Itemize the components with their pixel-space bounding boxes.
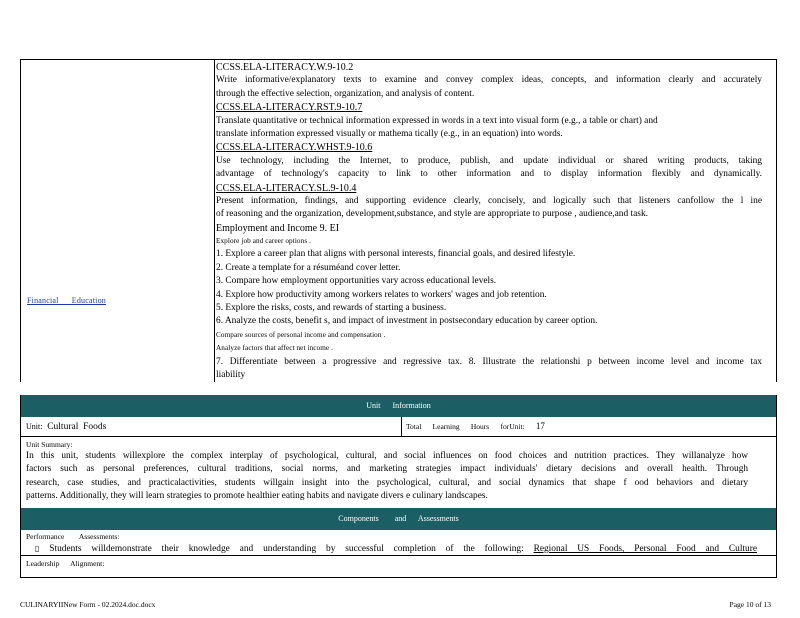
hours-cell	[401, 417, 781, 436]
hours-label: Total Learning Hours forUnit:	[406, 422, 525, 431]
standard-code: CCSS.ELA-LITERACY.SL.9-10.4	[216, 182, 357, 194]
standard-text-line: 7. Differentiate between a progressive and regressive tax. 8. Illustrate the relationshi p between income level and income tax	[216, 356, 762, 367]
standard-text-line: Explore job and career options .	[216, 237, 312, 246]
standard-text-line: Present information, findings, and supporting evidence clearly, concisely, and logically such that listeners canfollow the l ine	[216, 195, 762, 206]
summary-line: factors such as personal preferences, cultural traditions, social norms, and marketing strategies impact individuals' dietary decisions and overall health. Through	[26, 464, 748, 475]
standard-text-line: liability	[216, 369, 246, 380]
summary-line: research, case studies, and practicalactivities, students willgain insight into the psychological, cultural, and social dynamics that shape f ood behaviors and dietary	[26, 477, 748, 488]
standards-list	[216, 61, 762, 382]
standard-text-line: 6. Analyze the costs, benefit s, and impact of investment in postsecondary education by career option.	[216, 316, 598, 327]
summary-line: In this unit, students willexplore the complex interplay of psychological, cultural, and social influences on food choices and nutrition practices. They willanalyze how	[26, 451, 748, 461]
checkbox-bullet-icon: ▯	[35, 544, 40, 553]
standard-text-line: of reasoning and the organization, development,substance, and style are appropriate to purpose , audience,and task.	[216, 209, 648, 220]
unit-information-table	[20, 395, 777, 578]
row-divider	[21, 555, 776, 556]
standard-text-line: Employment and Income 9. EI	[216, 222, 340, 234]
standard-code: CCSS.ELA-LITERACY.W.9-10.2	[216, 62, 354, 73]
unit-information-header: Unit Information	[21, 395, 776, 417]
standard-text-line: Write informative/explanatory texts to examine and convey complex ideas, concepts, and information clearly and accurately	[216, 75, 762, 86]
leadership-label: Leadership Alignment:	[26, 559, 105, 568]
standard-text-line: 1. Explore a career plan that aligns with personal interests, financial goals, and desired lifestyle.	[216, 249, 576, 260]
footer-filename: CULINARYIINew Form - 02.2024.doc.docx	[20, 600, 156, 609]
course-label[interactable]: Financial Education	[27, 296, 107, 305]
standard-text-line: Analyze factors that affect net income .	[216, 344, 334, 353]
standards-table	[20, 59, 777, 382]
performance-link[interactable]: Regional US Foods, Personal Food and Culture	[533, 544, 757, 554]
unit-value: Cultural Foods	[47, 422, 107, 432]
performance-item	[35, 544, 757, 554]
footer-page-number: Page 10 of 13	[729, 600, 771, 609]
standard-code: CCSS.ELA-LITERACY.RST.9-10.7	[216, 102, 363, 114]
standard-text-line: advantage of technology's capacity to link to other information and to display information flexibly and dynamically.	[216, 169, 762, 180]
performance-label: Performance Assessments:	[26, 532, 120, 541]
performance-text: Students willdemonstrate their knowledge and understanding by successful completion of the following:	[49, 544, 524, 554]
standard-text-line: through the effective selection, organization, and analysis of content.	[216, 88, 475, 99]
standard-code: CCSS.ELA-LITERACY.WHST.9-10.6	[216, 142, 373, 154]
standards-cell	[214, 60, 777, 382]
components-header: Components and Assessments	[21, 508, 776, 530]
hours-value: 17	[535, 421, 545, 431]
standard-text-line: Translate quantitative or technical information expressed in words in a text into visual form (e.g., a table or chart) and	[216, 115, 658, 126]
unit-summary	[26, 440, 748, 503]
unit-label: Unit:	[26, 422, 43, 431]
summary-line: patterns. Additionally, they will learn strategies to promote healthier eating habits and navigate divers e culinary landscapes.	[26, 490, 488, 501]
course-cell	[20, 60, 215, 382]
standard-text-line: Use technology, including the Internet, to produce, publish, and update individual or shared writing products, taking	[216, 155, 762, 166]
standard-text-line: Compare sources of personal income and compensation .	[216, 330, 386, 339]
standard-text-line: translate information expressed visually or mathema tically (e.g., in an equation) into words.	[216, 128, 563, 139]
standard-text-line: 5. Explore the risks, costs, and rewards of starting a business.	[216, 303, 447, 314]
standard-text-line: 4. Explore how productivity among workers relates to workers' wages and job retention.	[216, 289, 547, 300]
standard-text-line: 3. Compare how employment opportunities vary across educational levels.	[216, 276, 497, 287]
unit-name-cell	[26, 417, 106, 437]
summary-label: Unit Summary:	[26, 440, 73, 449]
unit-row	[21, 417, 776, 437]
standard-text-line: 2. Create a template for a résuméand cover letter.	[216, 262, 401, 273]
